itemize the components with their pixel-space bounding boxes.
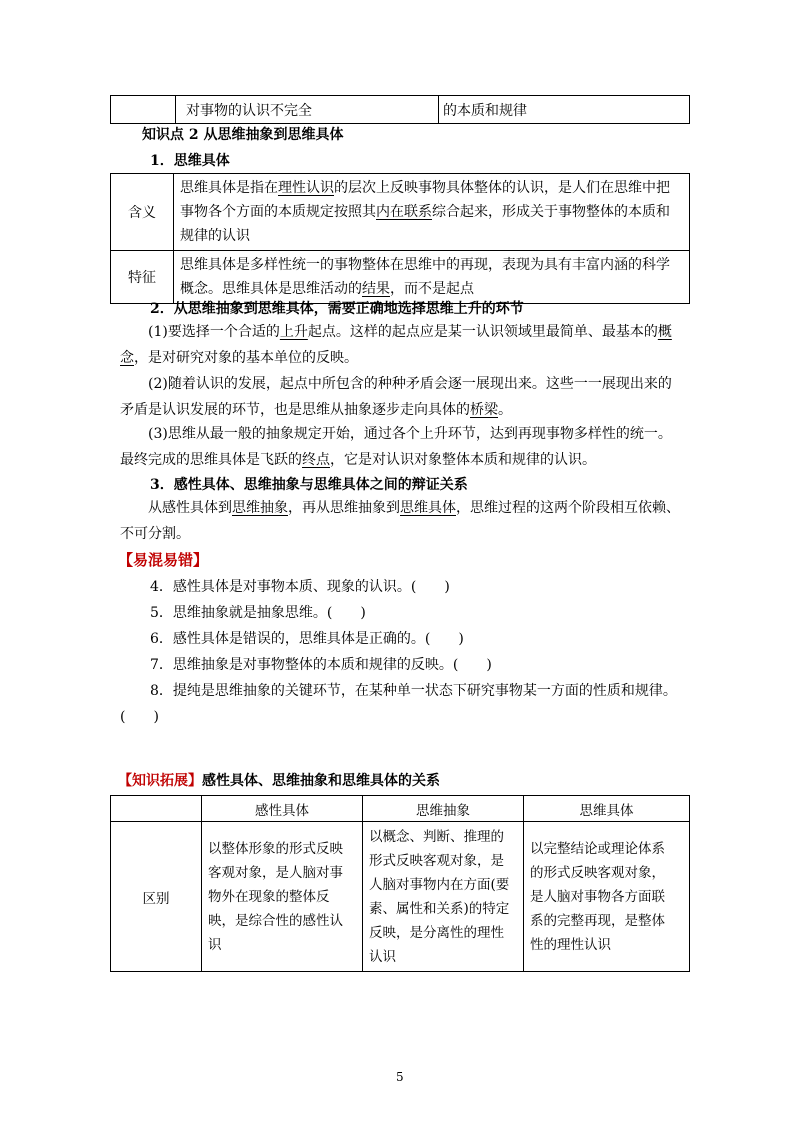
paragraph-3: (3)思维从最一般的抽象规定开始，通过各个上升环节，达到再现事物多样性的统一。 最终完成的思维具体是飞跃的终点，它是对认识对象整体本质和规律的认识。	[120, 426, 672, 468]
top-table-cell-right: 的本质和规律	[439, 96, 690, 124]
comparison-header-concrete: 思维具体	[524, 796, 690, 822]
top-table-cell-left	[111, 96, 176, 124]
comparison-header-perceptual: 感性具体	[202, 796, 363, 822]
subsection-title-3: 3．感性具体、思维抽象与思维具体之间的辩证关系	[150, 477, 468, 493]
confusion-item-8-blank: ( )	[120, 709, 159, 725]
concept-meaning-text: 思维具体是指在理性认识的层次上反映事物具体整体的认识，是人们在思维中把 事物各个方面的本质规定按照其内在联系综合起来，形成关于事物整体的本质和 规律的认识	[174, 174, 690, 251]
paragraph-2: (2)随着认识的发展，起点中所包含的种种矛盾会逐一展现出来。这些一一展现出来的 矛盾是认识发展的环节，也是思维从抽象逐步走向具体的桥梁。	[120, 376, 672, 418]
comparison-header-abstract: 思维抽象	[363, 796, 524, 822]
subsection-title-2: 2．从思维抽象到思维具体，需要正确地选择思维上升的环节	[150, 301, 524, 317]
comparison-row-label: 区别	[111, 822, 202, 972]
paragraph-4: 从感性具体到思维抽象，再从思维抽象到思维具体，思维过程的这两个阶段相互依赖、 不可分割。	[120, 500, 680, 542]
confusion-item-8: 8．提纯是思维抽象的关键环节，在某种单一状态下研究事物某一方面的性质和规律。	[150, 683, 677, 699]
confusion-item-5: 5．思维抽象就是抽象思维。( )	[150, 605, 366, 621]
page-number: 5	[396, 1070, 404, 1084]
comparison-cell-concrete: 以完整结论或理论体系 的形式反映客观对象， 是人脑对事物各方面联 系的完整再现，是整体 性的理性认识	[524, 822, 690, 972]
confusion-item-6: 6．感性具体是错误的，思维具体是正确的。( )	[150, 631, 464, 647]
section-title: 知识点 2 从思维抽象到思维具体	[142, 127, 344, 143]
top-table-cell-mid: 对事物的认识不完全	[176, 96, 439, 124]
subsection-title-1: 1．思维具体	[150, 153, 230, 169]
extension-heading: 【知识拓展】感性具体、思维抽象和思维具体的关系	[118, 773, 440, 789]
comparison-table	[110, 795, 690, 972]
confusion-item-7: 7．思维抽象是对事物整体的本质和规律的反映。( )	[150, 657, 492, 673]
concept-feature-text: 思维具体是多样性统一的事物整体在思维中的再现，表现为具有丰富内涵的科学 概念。思维具体是思维活动的结果，而不是起点	[174, 251, 690, 304]
paragraph-1: (1)要选择一个合适的上升起点。这样的起点应是某一认识领域里最简单、最基本的概 念，是对研究对象的基本单位的反映。	[120, 324, 672, 366]
comparison-header-empty	[111, 796, 202, 822]
concept-label-meaning: 含义	[111, 174, 174, 251]
concept-table	[110, 173, 690, 304]
confusion-heading: 【易混易错】	[118, 551, 209, 569]
comparison-cell-perceptual: 以整体形象的形式反映 客观对象，是人脑对事 物外在现象的整体反 映，是综合性的感性认 识	[202, 822, 363, 972]
comparison-cell-abstract: 以概念、判断、推理的 形式反映客观对象，是 人脑对事物内在方面(要 素、属性和关系)的特定 反映，是分离性的理性 认识	[363, 822, 524, 972]
top-table	[110, 95, 690, 124]
concept-label-feature: 特征	[111, 251, 174, 304]
confusion-item-4: 4．感性具体是对事物本质、现象的认识。( )	[150, 579, 450, 595]
